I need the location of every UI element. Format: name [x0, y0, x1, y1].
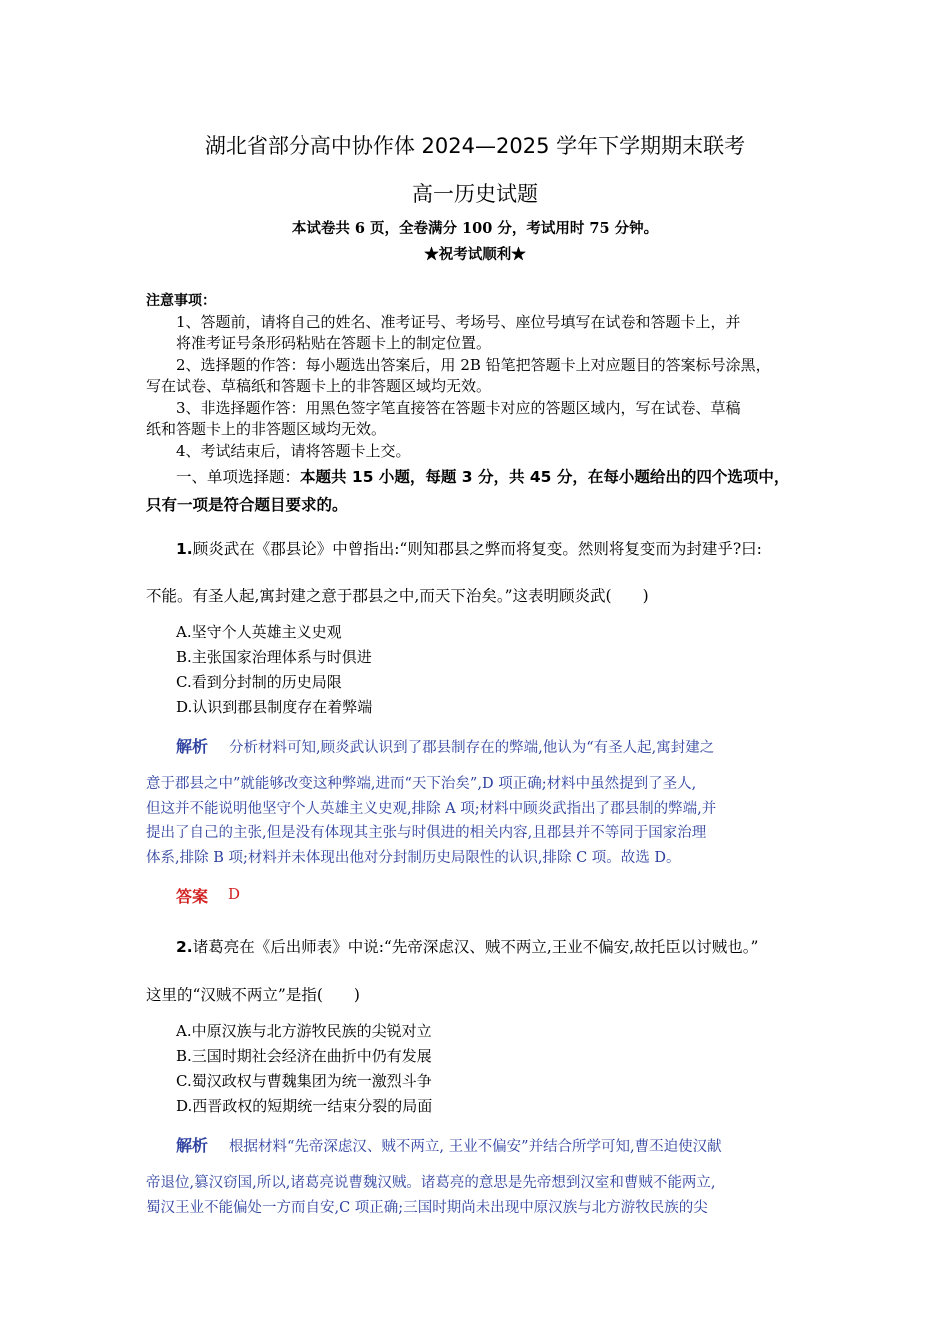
section-rest: 本题共 15 小题，每题 3 分，共 45 分，在每小题给出的四个选项中，	[300, 468, 790, 486]
question-stem-text: 诸葛亮在《后出师表》中说:“先帝深虑汉、贼不两立,王业不偏安,故托臣以讨贼也。”	[192, 938, 759, 956]
question-1-option-b: B.主张国家治理体系与时俱进	[176, 648, 372, 666]
question-2-option-d: D.西晋政权的短期统一结束分裂的局面	[176, 1097, 433, 1115]
note-line: 3、非选择题作答：用黑色签字笔直接答在答题卡对应的答题区域内，写在试卷、草稿	[176, 399, 741, 417]
exam-title: 湖北省部分高中协作体 2024—2025 学年下学期期末联考	[204, 134, 746, 158]
question-1-stem-cont: 不能。有圣人起,寓封建之意于郡县之中,而天下治矣。”这表明顾炎武( )	[146, 587, 649, 605]
question-2-option-b: B.三国时期社会经济在曲折中仍有发展	[176, 1047, 432, 1065]
analysis-line: 根据材料“先帝深虑汉、贼不两立, 王业不偏安”并结合所学可知,曹丕迫使汉献	[229, 1139, 722, 1155]
analysis-line: 帝退位,篡汉窃国,所以,诸葛亮说曹魏汉贼。诸葛亮的意思是先帝想到汉室和曹贼不能两立,	[146, 1175, 716, 1191]
analysis-line: 分析材料可知,顾炎武认识到了郡县制存在的弊端,他认为“有圣人起,寓封建之	[229, 740, 715, 756]
question-2-stem-cont: 这里的“汉贼不两立”是指( )	[146, 986, 360, 1004]
section-heading-cont: 只有一项是符合题目要求的。	[146, 496, 348, 514]
question-2-option-a: A.中原汉族与北方游牧民族的尖锐对立	[176, 1022, 432, 1040]
question-1-stem	[176, 537, 762, 559]
answer-label: 答案	[176, 887, 209, 906]
question-number: 1.	[176, 540, 193, 558]
note-line: 纸和答题卡上的非答题区域均无效。	[146, 420, 387, 438]
analysis-line: 蜀汉王业不能偏处一方而自安,C 项正确;三国时期尚未出现中原汉族与北方游牧民族的尖	[146, 1200, 708, 1216]
analysis-label: 解析	[176, 1136, 209, 1155]
analysis-line: 但这并不能说明他坚守个人英雄主义史观,排除 A 项;材料中顾炎武指出了郡县制的弊端,并	[146, 801, 717, 817]
note-line: 4、考试结束后，请将答题卡上交。	[176, 442, 411, 460]
question-2-option-c: C.蜀汉政权与曹魏集团为统一激烈斗争	[176, 1072, 432, 1090]
analysis-line: 体系,排除 B 项;材料并未体现出他对分封制历史局限性的认识,排除 C 项。故选 D。	[146, 850, 681, 866]
section-prefix: 一、单项选择题：	[176, 468, 301, 486]
question-number: 2.	[176, 938, 193, 956]
note-line: 2、选择题的作答：每小题选出答案后，用 2B 铅笔把答题卡上对应题目的答案标号涂黑，	[176, 356, 771, 374]
exam-info: 本试卷共 6 页，全卷满分 100 分，考试用时 75 分钟。	[291, 220, 659, 237]
exam-subtitle: 高一历史试题	[412, 182, 538, 206]
question-stem-text: 顾炎武在《郡县论》中曾指出:“则知郡县之弊而将复变。然则将复变而为封建乎?曰:	[192, 540, 762, 558]
note-line: 将准考证号条形码粘贴在答题卡上的制定位置。	[176, 334, 492, 352]
analysis-label: 解析	[176, 737, 209, 756]
section-heading	[176, 465, 789, 487]
question-1-option-d: D.认识到郡县制度存在着弊端	[176, 698, 373, 716]
question-1-option-a: A.坚守个人英雄主义史观	[176, 623, 342, 641]
note-line: 写在试卷、草稿纸和答题卡上的非答题区域均无效。	[146, 377, 492, 395]
notes-heading: 注意事项：	[146, 293, 216, 309]
question-1-option-c: C.看到分封制的历史局限	[176, 673, 342, 691]
answer-value: D	[228, 885, 241, 903]
analysis-line: 提出了自己的主张,但是没有体现其主张与时俱进的相关内容,且郡县并不等同于国家治理	[146, 825, 707, 841]
analysis-line: 意于郡县之中”就能够改变这种弊端,进而“天下治矣”,D 项正确;材料中虽然提到了圣人,	[146, 776, 697, 792]
exam-wish: ★祝考试顺利★	[424, 246, 526, 263]
question-2-stem	[176, 935, 758, 957]
note-line: 1、答题前，请将自己的姓名、准考证号、考场号、座位号填写在试卷和答题卡上，并	[176, 313, 741, 331]
